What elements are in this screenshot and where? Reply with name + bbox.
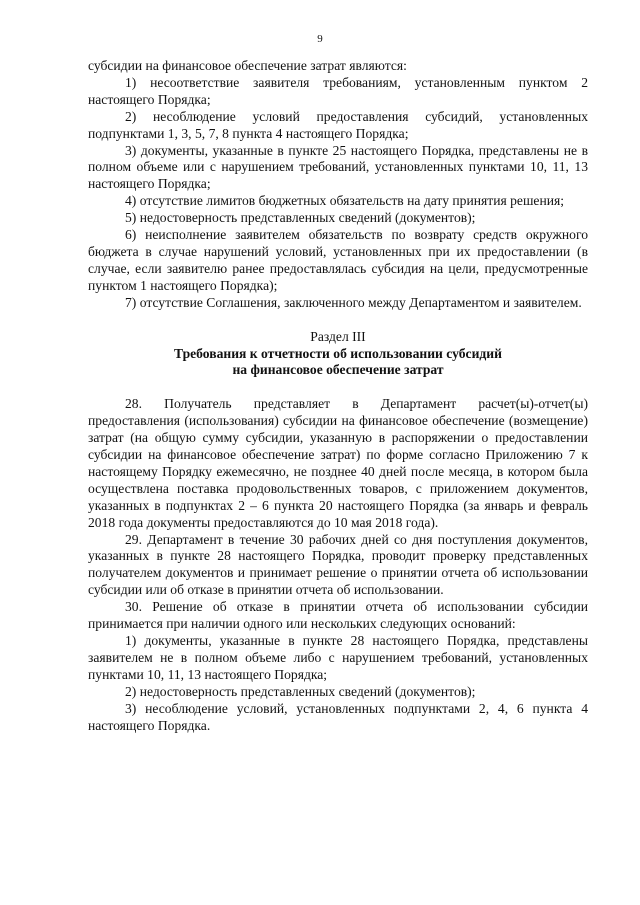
intro-item-1: 1) несоответствие заявителя требованиям, установленным пунктом 2 настоящего Порядка; (88, 74, 588, 107)
document-body (88, 58, 588, 734)
paragraph-29: 29. Департамент в течение 30 рабочих дней со дня поступления документов, указанных в пункте 28 настоящего Порядка, проводит проверку представленных получателем документов и принимает решение о принятии отчета об использовании субсидии или об отказе в принятии отчета об использовании. (88, 531, 588, 598)
intro-item-7: 7) отсутствие Соглашения, заключенного между Департаментом и заявителем. (125, 294, 582, 310)
paragraph-30-item-3: 3) несоблюдение условий, установленных подпунктами 2, 4, 6 пункта 4 настоящего Порядка. (88, 700, 588, 733)
intro-item-2: 2) несоблюдение условий предоставления субсидий, установленных подпунктами 1, 3, 5, 7, 8 пункта 4 настоящего Порядка; (88, 108, 588, 141)
paragraph-30-item-2: 2) недостоверность представленных сведений (документов); (125, 683, 476, 699)
paragraph-28: 28. Получатель представляет в Департамент расчет(ы)-отчет(ы) предоставления (использования) субсидии на финансовое обеспечение (возмещение) затрат (на общую сумму субсидии, указанную в распоряжении о предоставлении субсидии на финансовое обеспечение затрат) по форме согласно Приложению 7 к настоящему Порядку ежемесячно, не позднее 40 дней после месяца, в котором была осуществлена поставка продовольственных товаров, с приложением документов, указанных в подпунктах 2 – 6 пункта 20 настоящего Порядка (за январь и февраль 2018 года документы предоставляются до 10 мая 2018 года). (88, 396, 588, 530)
paragraph-30: 30. Решение об отказе в принятии отчета об использовании субсидии принимается при наличии одного или нескольких следующих оснований: (88, 599, 588, 632)
intro-line: субсидии на финансовое обеспечение затрат являются: (88, 58, 407, 73)
intro-item-5: 5) недостоверность представленных сведений (документов); (125, 210, 476, 226)
intro-item-6: 6) неисполнение заявителем обязательств по возврату средств окружного бюджета в случае нарушений условий, установленных при их предоставлении (в случае, если заявителю ранее предоставлялась субсидия на цели, предусмотренные пунктом 1 настоящего Порядка); (88, 227, 588, 293)
page-number: 9 (317, 33, 323, 45)
section-label: Раздел III (310, 328, 366, 344)
section-title-line-1: Требования к отчетности об использовании субсидий (174, 345, 502, 361)
intro-item-4: 4) отсутствие лимитов бюджетных обязательств на дату принятия решения; (125, 193, 565, 209)
section-title-line-2: на финансовое обеспечение затрат (232, 362, 444, 378)
intro-item-3: 3) документы, указанные в пункте 25 настоящего Порядка, представлены не в полном объеме или с нарушением требований, установленных пунктами 10, 11, 13 настоящего Порядка; (88, 142, 588, 192)
paragraph-30-item-1: 1) документы, указанные в пункте 28 настоящего Порядка, представлены заявителем не в полном объеме либо с нарушением требований, установленных пунктами 10, 11, 13 настоящего Порядка; (88, 633, 588, 682)
